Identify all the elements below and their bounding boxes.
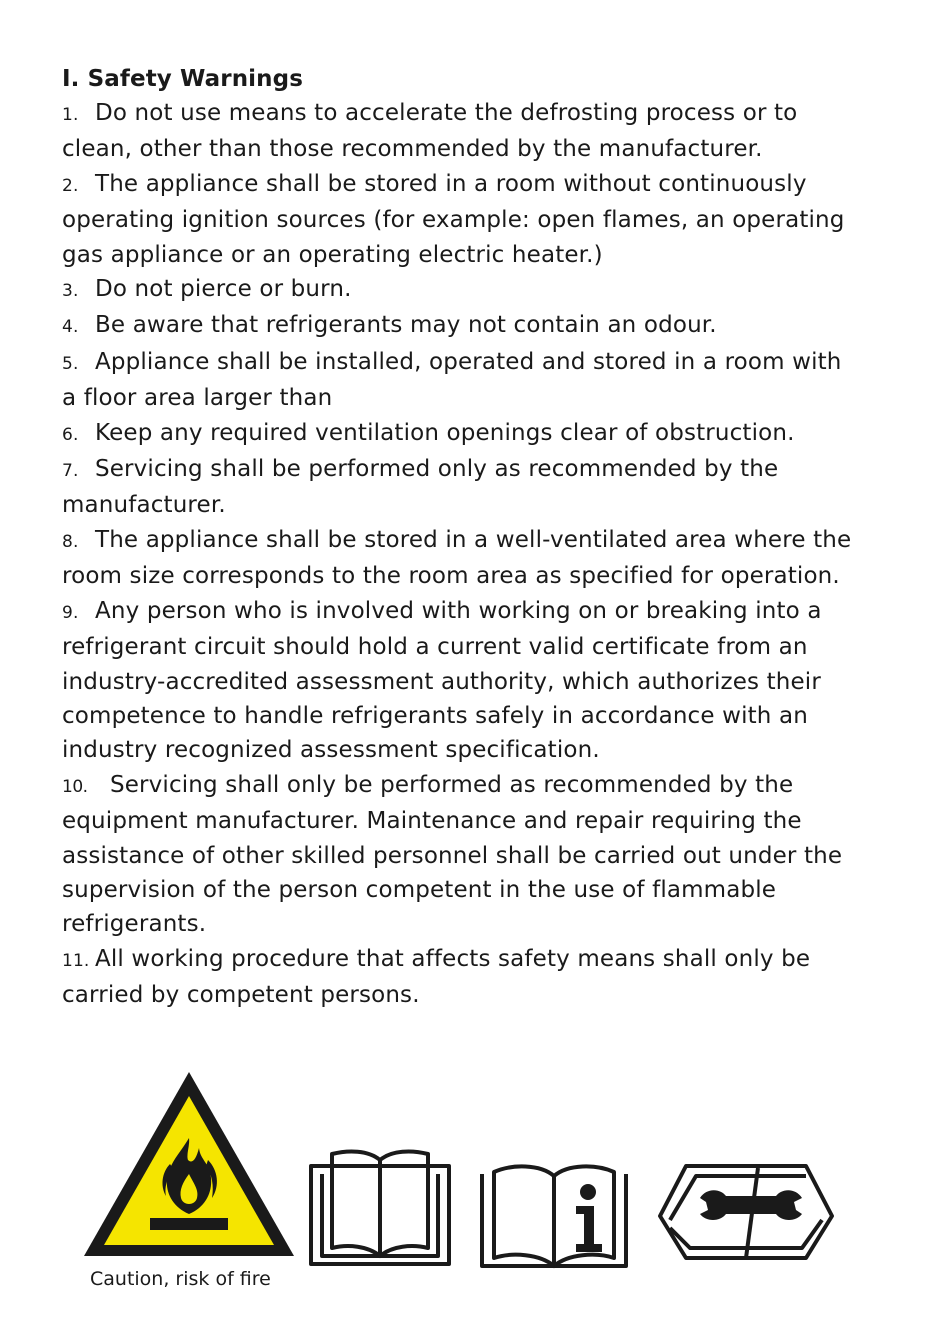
item-number: 11.: [62, 950, 90, 971]
item-number: 3.: [62, 281, 79, 302]
item-text: The appliance shall be stored in a well-ventilated area where the room size corresponds to the room area as specified for operation.: [62, 526, 852, 590]
warning-item: [62, 523, 862, 594]
warning-item: [62, 942, 862, 1013]
fire-caution-caption: Caution, risk of fire: [90, 1268, 271, 1290]
item-number: 1.: [62, 105, 79, 125]
manual-book-icon: [308, 1144, 452, 1268]
flame-warning-icon: [80, 1068, 298, 1264]
info-manual-icon: [478, 1162, 630, 1270]
warning-item: [62, 167, 862, 272]
item-number: 6.: [62, 424, 79, 445]
item-number: 2.: [62, 175, 79, 196]
item-text: Do not pierce or burn.: [95, 276, 352, 303]
item-text: Any person who is involved with working on or breaking into a refrigerant circuit should hold a current valid certificate from an industry-accredited assessment authority, which authorizes their competence to handle refrigerants safely in accordance with an industry recognized assessment specification.: [62, 597, 822, 764]
warning-item: [62, 272, 862, 308]
warning-item: [62, 96, 862, 167]
item-number: 4.: [62, 317, 79, 338]
item-number: 7.: [62, 461, 79, 482]
section-title: I. Safety Warnings: [62, 66, 303, 92]
item-text: Servicing shall be performed only as recommended by the manufacturer.: [62, 456, 779, 519]
warning-item: [62, 345, 862, 416]
item-text: Be aware that refrigerants may not contain an odour.: [95, 312, 717, 339]
warning-item: [62, 452, 862, 523]
warning-item: [62, 768, 862, 942]
item-text: The appliance shall be stored in a room without continuously operating ignition sources (for example: open flames, an operating gas appliance or an operating electric heater.): [62, 170, 845, 268]
item-number: 10.: [62, 776, 88, 797]
warning-item: [62, 594, 862, 768]
item-number: 8.: [62, 531, 79, 552]
warning-item: [62, 308, 862, 344]
item-number: 9.: [62, 602, 79, 623]
warning-item: [62, 416, 862, 452]
item-number: 5.: [62, 353, 79, 374]
item-text: Keep any required ventilation openings clear of obstruction.: [95, 419, 795, 446]
warning-list: [62, 96, 862, 1013]
item-text: Servicing shall only be performed as recommended by the equipment manufacturer. Maintenance and repair requiring the assistance of other skilled personnel shall be carried out under the supervision of the person competent in the use of flammable refrigerants.: [62, 771, 843, 938]
item-text: All working procedure that affects safety means shall only be carried by competent persons.: [62, 945, 811, 1009]
document-page: [62, 62, 862, 1013]
item-text: Appliance shall be installed, operated and stored in a room with a floor area larger than: [62, 348, 842, 412]
item-text: Do not use means to accelerate the defrosting process or to clean, other than those recommended by the manufacturer.: [62, 100, 798, 163]
service-manual-wrench-icon: [656, 1158, 836, 1268]
